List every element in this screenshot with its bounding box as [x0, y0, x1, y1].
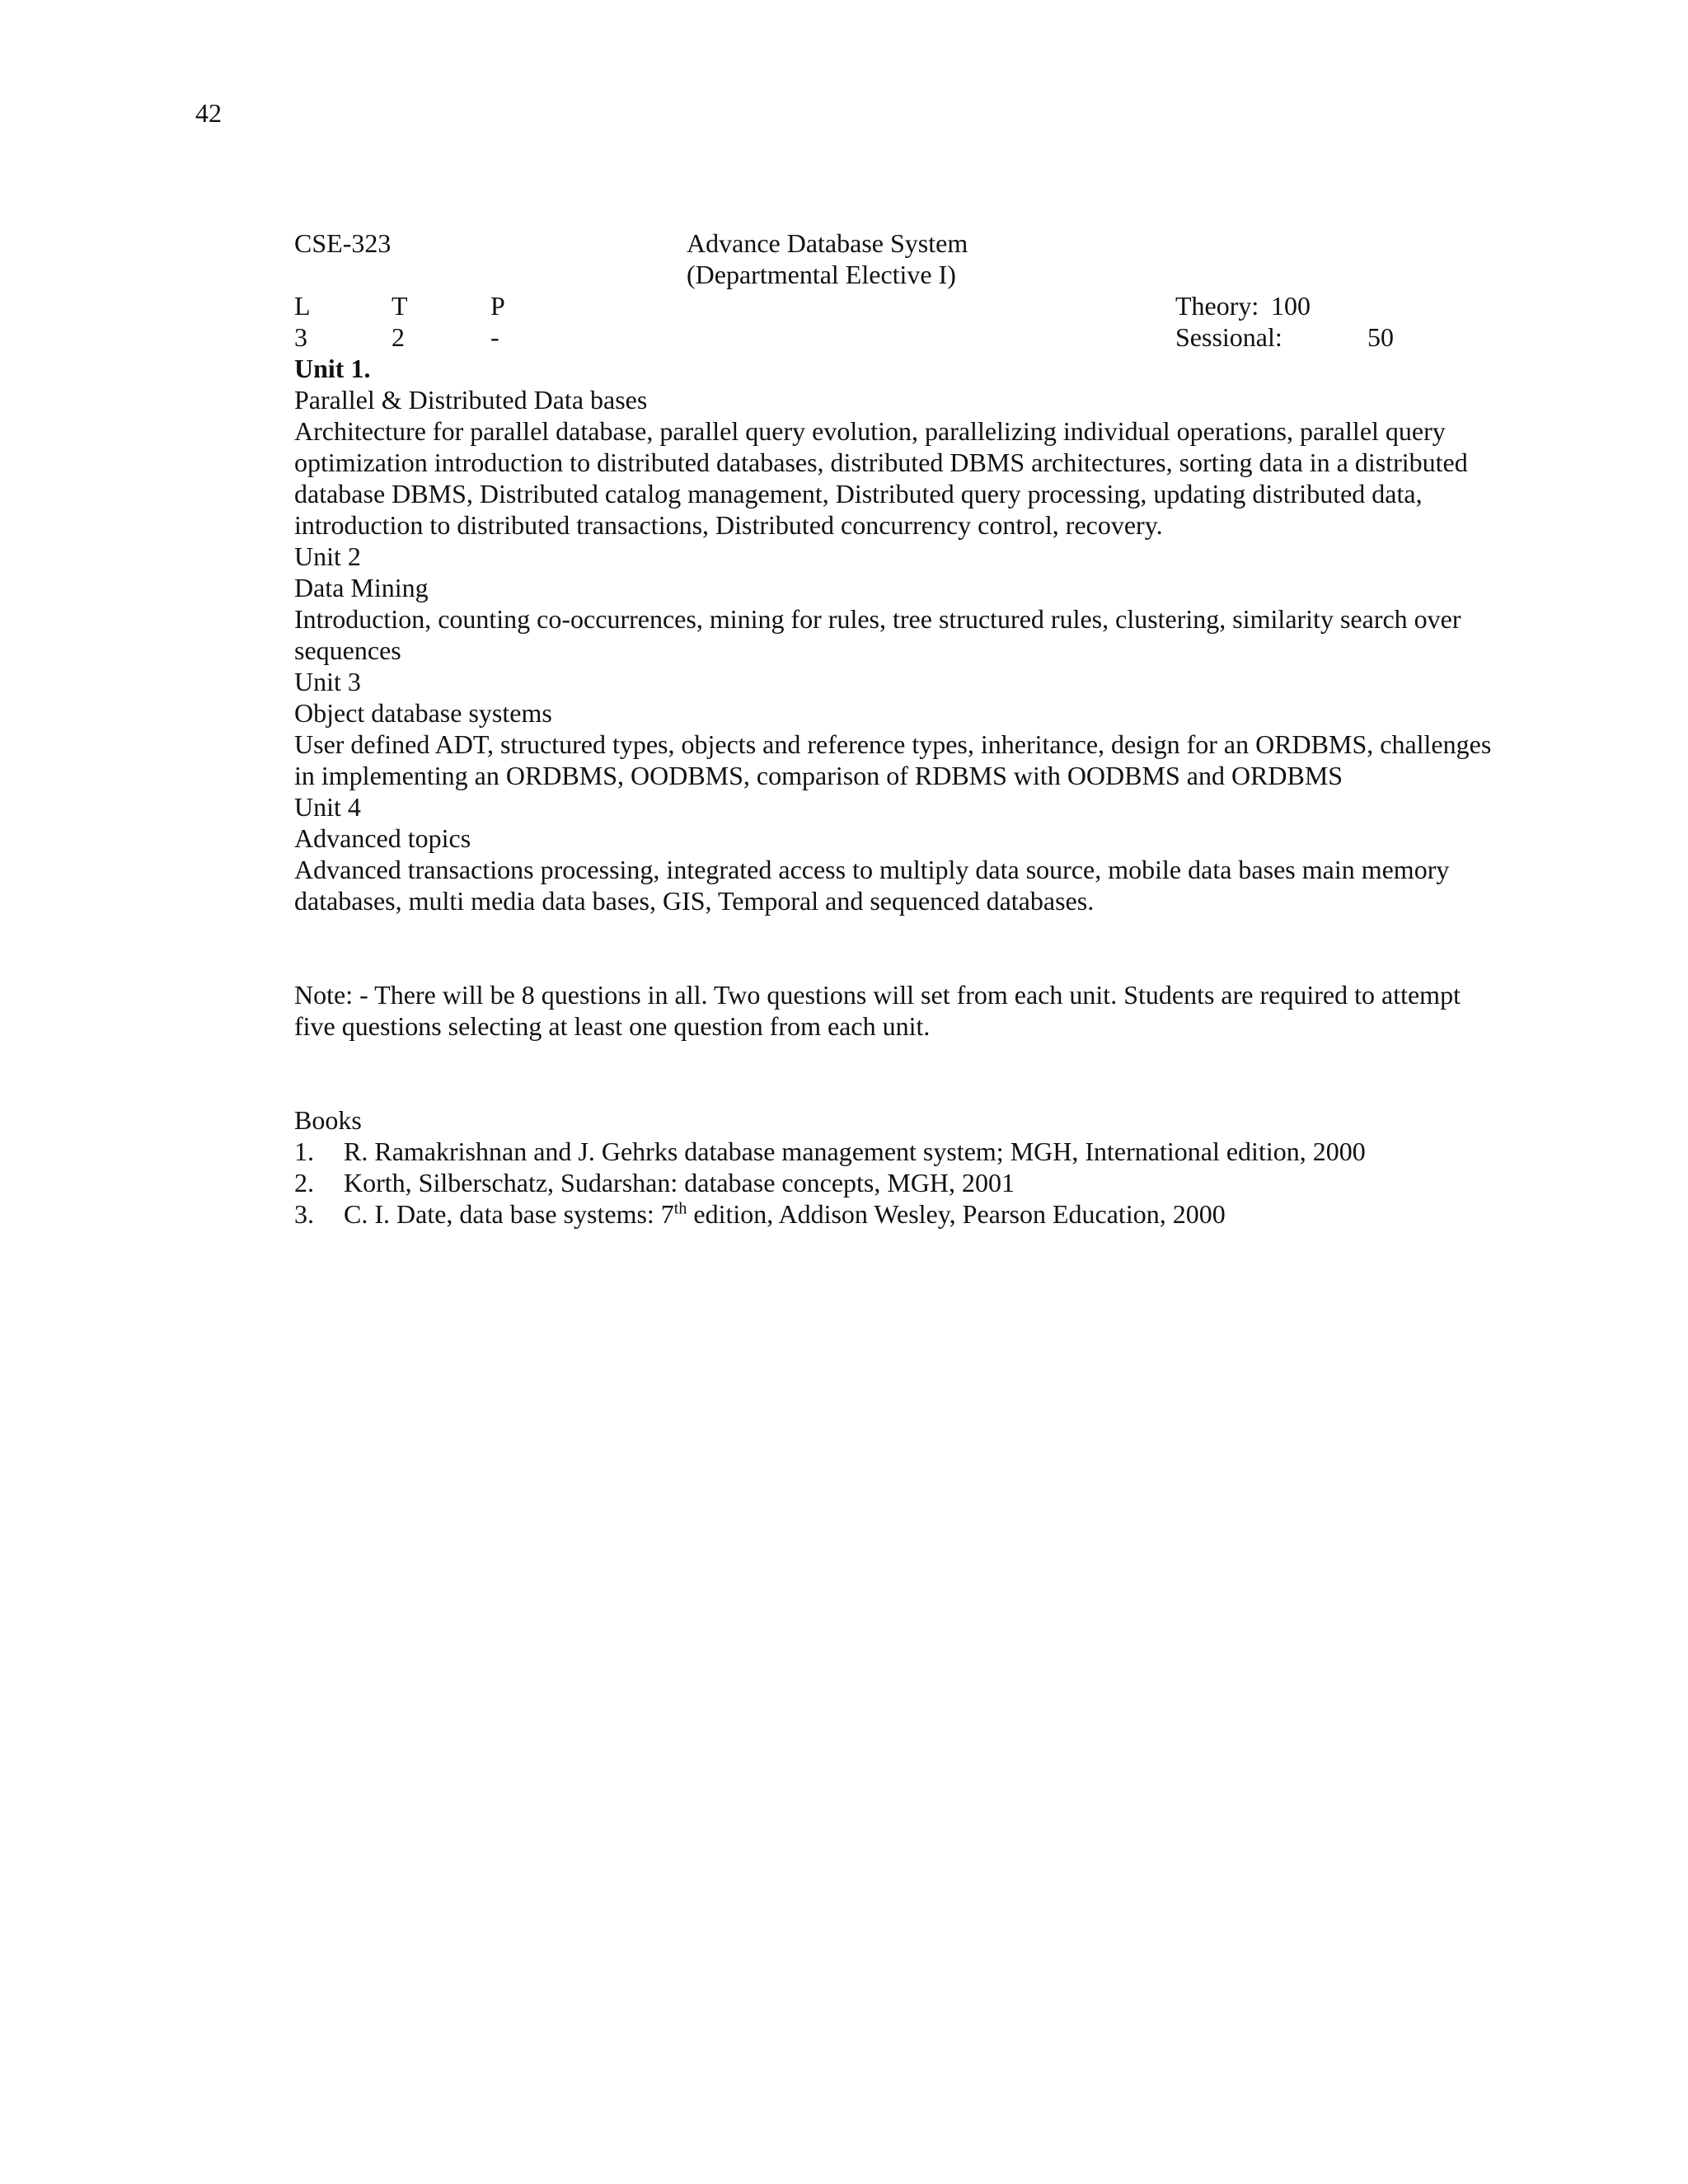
book-item — [294, 1136, 1506, 1167]
ltp-label-p: P — [490, 291, 505, 321]
book-text — [344, 1198, 1226, 1230]
course-header-row — [294, 227, 1506, 259]
book-number: 2. — [294, 1168, 314, 1197]
unit-3-text: User defined ADT, structured types, objects and reference types, inheritance, design for an ORDBMS, challenges in implementing an ORDBMS, OODBMS, comparison of RDBMS with OODBMS and ORDBMS — [294, 729, 1492, 790]
unit-4-topic: Advanced topics — [294, 823, 471, 853]
ltp-labels-row — [294, 290, 1506, 321]
course-subtitle: (Departmental Elective I) — [687, 260, 956, 289]
ltp-value-l: 3 — [294, 322, 307, 352]
page-number: 42 — [195, 98, 222, 128]
unit-2 — [294, 541, 1506, 666]
unit-1-topic: Parallel & Distributed Data bases — [294, 385, 648, 415]
theory-label: Theory: — [1175, 291, 1259, 321]
course-title: Advance Database System — [687, 228, 968, 258]
book-text: Korth, Silberschatz, Sudarshan: database concepts, MGH, 2001 — [344, 1168, 1015, 1197]
book-text-before: C. I. Date, data base systems: 7 — [344, 1199, 674, 1229]
unit-3 — [294, 666, 1506, 791]
course-code: CSE-323 — [294, 228, 392, 258]
sessional-value: 50 — [1367, 322, 1394, 352]
ltp-values-row — [294, 321, 1506, 353]
book-text-after: edition, Addison Wesley, Pearson Education, 2000 — [687, 1199, 1226, 1229]
theory-value: 100 — [1271, 291, 1311, 321]
unit-1-text: Architecture for parallel database, parallel query evolution, parallelizing individual operations, parallel query optimization introduction to distributed databases, distributed DBMS architectures, sorting data in a distributed database DBMS, Distributed catalog management, Distributed query processing, updating distributed data, introduction to distributed transactions, Distributed concurrency control, recovery. — [294, 416, 1468, 540]
ltp-label-l: L — [294, 291, 311, 321]
unit-3-label: Unit 3 — [294, 667, 361, 696]
unit-1-label: Unit 1. — [294, 354, 371, 383]
book-number: 3. — [294, 1199, 314, 1229]
books-list — [294, 1136, 1506, 1230]
ltp-value-t: 2 — [392, 322, 405, 352]
syllabus-content — [294, 227, 1506, 1230]
unit-4-label: Unit 4 — [294, 792, 361, 822]
unit-1 — [294, 353, 1506, 541]
book-item — [294, 1198, 1506, 1230]
unit-4-text: Advanced transactions processing, integrated access to multiply data source, mobile data bases main memory databases, multi media data bases, GIS, Temporal and sequenced databases. — [294, 855, 1450, 916]
ltp-label-t: T — [392, 291, 408, 321]
book-text: R. Ramakrishnan and J. Gehrks database management system; MGH, International edition, 2000 — [344, 1137, 1366, 1166]
book-number: 1. — [294, 1137, 314, 1166]
unit-2-text: Introduction, counting co-occurrences, mining for rules, tree structured rules, clustering, similarity search over sequences — [294, 604, 1461, 665]
unit-2-label: Unit 2 — [294, 541, 361, 571]
book-item — [294, 1167, 1506, 1198]
books-heading: Books — [294, 1105, 362, 1135]
ltp-value-p: - — [490, 322, 499, 352]
sessional-label: Sessional: — [1175, 322, 1282, 352]
exam-note: Note: - There will be 8 questions in all. Two questions will set from each unit. Students are required to attempt five questions selecting at least one question from each unit. — [294, 980, 1461, 1041]
unit-2-topic: Data Mining — [294, 573, 429, 602]
unit-4 — [294, 791, 1506, 916]
book-edition-superscript: th — [673, 1199, 687, 1218]
unit-3-topic: Object database systems — [294, 698, 552, 728]
course-subtitle-row — [294, 259, 1506, 290]
